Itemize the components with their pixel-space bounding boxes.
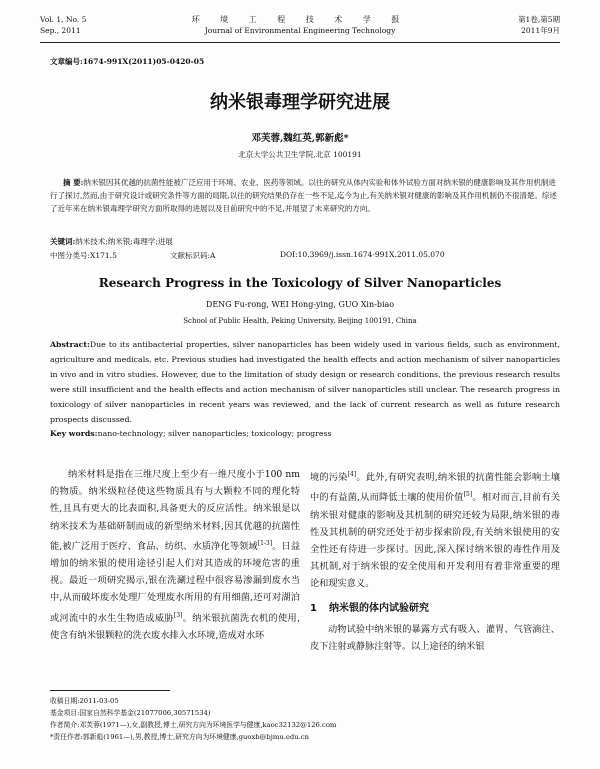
citation[interactable]: [3] [173,611,183,619]
title-en: Research Progress in the Toxicology of Silver Nanoparticles [98,276,502,290]
abstract-cn-label: 摘 要: [63,178,84,187]
header-date-cn: 2011年9月 [521,26,560,35]
citation[interactable]: [5] [463,491,473,499]
keywords-cn-label: 关键词: [50,237,76,246]
body-right-paragraph-1 [310,466,560,593]
section-title: 纳米银的体内试验研究 [328,602,429,614]
footnote-corresponding: *责任作者:郭新彪(1961—),男,教授,博士,研究方向为环境健康,guoxb@bjmu.edu.cn [50,733,309,741]
citation[interactable]: [1-3] [257,539,273,547]
abstract-cn-text: 纳米银因其优越的抗菌性能被广泛应用于环境、农业、医药等领域。以往的研究从体内实验和体外试验方面对纳米银的健康影响及其作用机制进行了探讨,然而,由于研究设计或研究条件等方面的局限,以往的研究结果仍存在一些不足,迄今为止,有关纳米银对健康的影响及其作用机制仍不很清楚。综述了近年来在纳米银毒理学研究方面所取得的进展以及目前研究中的不足,并展望了未来研究的方向。 [50,178,557,213]
header-center [40,14,560,36]
footnote-fund: 基金项目:国家自然科学基金(21077006,30571534) [50,709,211,717]
affiliation-en: School of Public Health, Peking University, Beijing 100191, China [183,317,417,325]
authors-en: DENG Fu-rong, WEI Hong-ying, GUO Xin-biao [205,300,395,309]
clc-number: 中图分类号:X171.5 [50,251,117,260]
body-left-column [50,466,300,644]
abstract-cn [50,176,560,215]
section-heading [310,600,560,617]
header-right [518,14,560,36]
header-journal-en: Journal of Environmental Engineering Technology [204,26,396,35]
keywords-cn [50,236,173,247]
body-right-paragraph-2: 动物试验中纳米银的暴露方式有吸入、灌胃、气管滴注、皮下注射或静脉注射等。以上途径的纳米银 [310,623,560,652]
body-right-text-1: 境的污染 [310,472,348,484]
header-volume-cn: 第1卷,第5期 [518,15,560,24]
keywords-en-label: Key words: [50,429,98,438]
footnote-author: 作者简介:邓芙蓉(1971—),女,副教授,博士,研究方向为环境医学与健康,kaoc32132@126.com [50,721,337,729]
document-code: 文献标识码:A [170,251,216,260]
footnote-divider [50,690,170,691]
body-left-text-1: 纳米材料是指在三维尺度上至少有一维尺度小于100 nm的物质。纳米级粒径使这些物质具有与大颗粒不同的理化特性,且具有更大的比表面积,具备更大的反应活性。纳米银是以纳米技术为基础研制而成的新型纳米材料,因其优越的抗菌性能,被广泛用于医疗、食品、纺织、水质净化等领域 [50,469,300,552]
article-number: 文章编号:1674-991X(2011)05-0420-05 [50,57,205,66]
authors-cn: 邓芙蓉,魏红英,郭新彪* [251,133,349,144]
body-left-text-2: 。日益增加的纳米银的使用途径引起人们对其造成的环境危害的重视。最近一项研究揭示,银在洗涮过程中很容易渗漏到废水当中,从而破坏废水处理厂处理废水所用的有用细菌,还可对湖泊或河流中的水生生物造成威胁 [50,540,301,624]
keywords-en [50,429,560,438]
keywords-cn-text: 纳米技术;纳米银;毒理学;进展 [75,237,173,246]
keywords-en-text: nano-technology; silver nanoparticles; toxicology; progress [97,429,332,438]
header-journal-cn: 环 境 工 程 技 术 学 报 [191,15,409,24]
header-date: Sep., 2011 [40,26,81,35]
body-left-text-3: 。纳米银抗菌洗衣机的使用,使含有纳米银颗粒的洗衣废水排入水环境,造成对水环 [50,612,301,641]
abstract-en-text: Due to its antibacterial properties, silver nanoparticles has been widely used in various fields, such as environment, agriculture and medicals, etc. Previous studies had investigated the health effects and action mechanism of silver nanoparticles in vivo and in vitro studies. However, due to the limitation of study design or research conditions, the previous research results were still insufficient and the health effects and action mechanism of silver nanoparticles still unclear. The research progress in toxicology of silver nanoparticles in recent years was reviewed, and the lack of current research as well as future research prospects discussed. [50,340,560,424]
header-volume: Vol. 1, No. 5 [40,15,87,24]
citation[interactable]: [4] [347,471,357,478]
page-title: 纳米银毒理学研究进展 [210,92,390,113]
footnote-received: 收稿日期:2011-03-05 [50,697,119,705]
running-header [40,14,560,43]
body-right-text-2: 。此外,有研究表明,纳米银的抗菌性能会影响土壤中的有益菌,从而降低土壤的使用价值 [310,472,561,504]
abstract-en [50,338,560,427]
section-number: 1 [310,602,317,614]
doi: DOI:10.3969/j.issn.1674-991X.2011.05.070 [280,250,445,259]
affiliation-cn: 北京大学公共卫生学院,北京 100191 [238,150,362,159]
body-right-text-3: 。相对而言,目前有关纳米银对健康的影响及其机制的研究还较为局限,纳米银的毒性及其机制的研究还处于初步探索阶段,有关纳米银使用的安全性还有待进一步探讨。因此,深入探讨纳米银的毒性作用及其机制,对于纳米银的安全使用和开发利用有着非常重要的理论和现实意义。 [310,492,561,590]
abstract-en-label: Abstract: [50,340,90,349]
body-right-column [310,466,560,655]
